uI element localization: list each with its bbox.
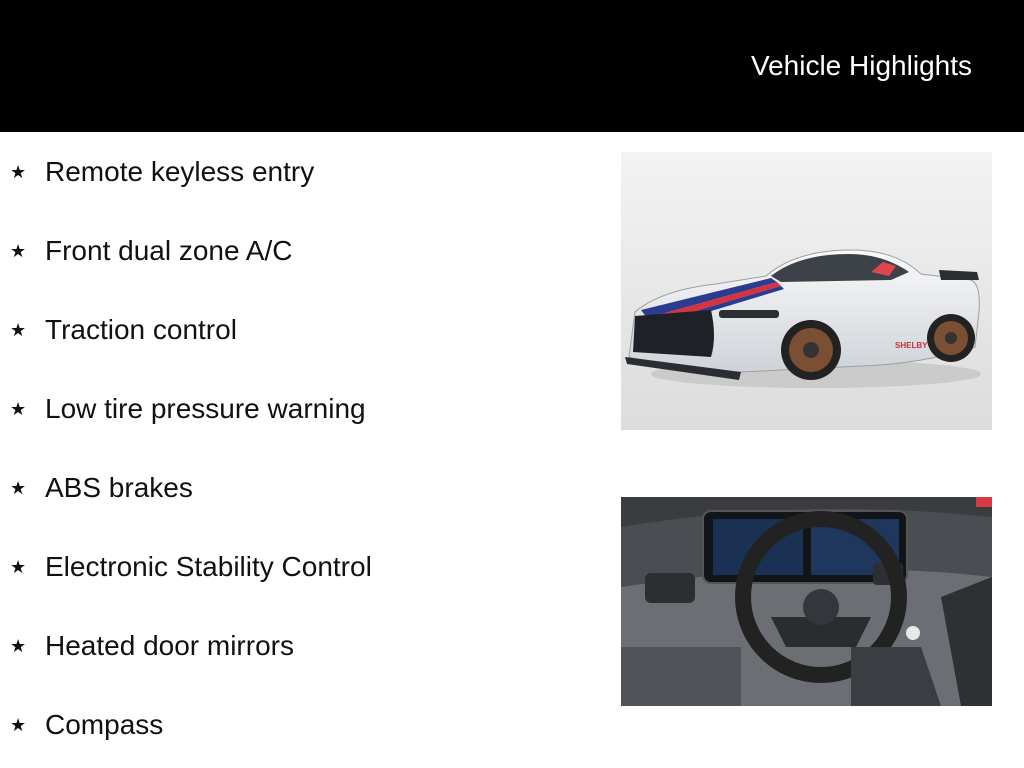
star-icon: ★ <box>10 399 27 419</box>
star-icon: ★ <box>10 241 27 261</box>
star-icon: ★ <box>10 557 27 577</box>
feature-label: Front dual zone A/C <box>45 235 293 266</box>
vehicle-interior-photo <box>621 497 992 706</box>
shelby-badge-graphic: SHELBY <box>895 341 928 350</box>
feature-label: Traction control <box>45 314 237 345</box>
star-icon: ★ <box>10 715 27 735</box>
list-item <box>10 152 314 192</box>
header-bar <box>0 0 1024 132</box>
list-item <box>10 626 294 666</box>
list-item <box>10 547 372 587</box>
feature-label: Low tire pressure warning <box>45 393 366 424</box>
feature-label: Remote keyless entry <box>45 156 315 187</box>
vehicle-exterior-photo <box>621 152 992 430</box>
page-title: Vehicle Highlights <box>750 50 972 81</box>
star-icon: ★ <box>10 478 27 498</box>
star-icon: ★ <box>10 636 27 656</box>
list-item <box>10 468 193 508</box>
list-item <box>10 310 237 350</box>
list-item <box>10 705 163 745</box>
feature-label: Heated door mirrors <box>45 630 294 661</box>
star-icon: ★ <box>10 320 27 340</box>
feature-label: Electronic Stability Control <box>45 551 372 582</box>
list-item <box>10 231 292 271</box>
feature-label: Compass <box>45 709 164 740</box>
list-item <box>10 389 366 429</box>
star-icon: ★ <box>10 162 27 182</box>
feature-label: ABS brakes <box>45 472 193 503</box>
